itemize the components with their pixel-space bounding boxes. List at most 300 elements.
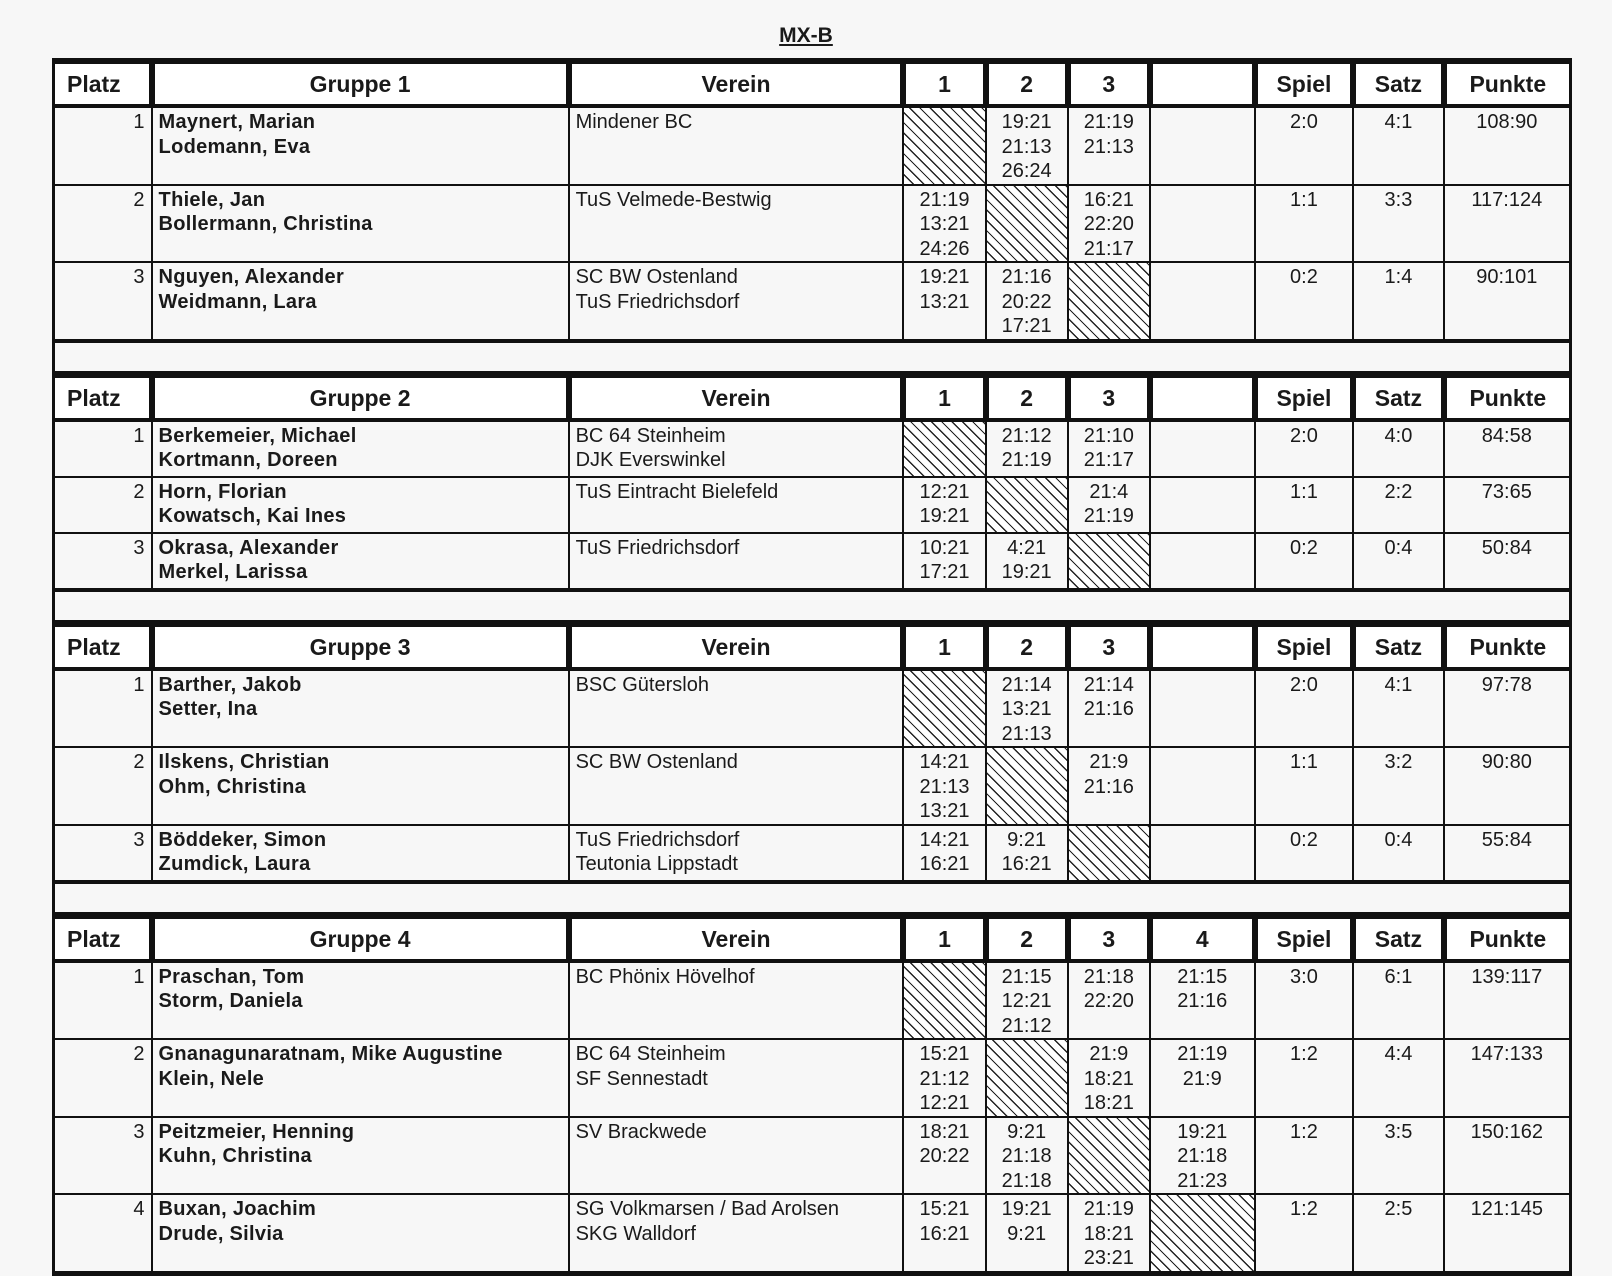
header-opponent-4: [1150, 625, 1255, 669]
set-score: 9:21: [1007, 1120, 1047, 1143]
header-satz: Satz: [1353, 63, 1443, 107]
set-score: 20:22: [1001, 290, 1052, 313]
punkte-cell: 108:90: [1444, 106, 1569, 185]
header-opponent-2: 2: [986, 376, 1068, 420]
match-score-cell: [903, 747, 985, 825]
match-score-cell: [986, 106, 1068, 185]
set-score: 24:26: [919, 237, 970, 260]
group-spacer: [55, 341, 1569, 375]
self-match-hatch: [903, 961, 985, 1040]
player-name: Böddeker, Simon: [158, 828, 327, 851]
club-name: TuS Friedrichsdorf: [575, 828, 740, 851]
punkte-cell: 84:58: [1444, 420, 1569, 477]
club-name: DJK Everswinkel: [575, 449, 726, 471]
club-cell: [569, 1039, 904, 1117]
punkte-cell: 150:162: [1444, 1117, 1569, 1195]
header-opponent-2: 2: [986, 63, 1068, 107]
header-spiel: Spiel: [1255, 63, 1354, 107]
satz-cell: 4:1: [1353, 669, 1443, 748]
set-score: 21:23: [1177, 1169, 1228, 1192]
set-score: 14:21: [919, 751, 970, 773]
club-name: TuS Eintracht Bielefeld: [575, 480, 779, 503]
set-score: 12:21: [919, 480, 970, 503]
set-score: 10:21: [919, 536, 970, 559]
player-names: [152, 1039, 569, 1117]
self-match-hatch: [986, 185, 1068, 263]
table-row: [55, 420, 1569, 477]
set-score: 21:18: [1001, 1169, 1052, 1192]
match-score-cell: [903, 262, 985, 340]
header-satz: Satz: [1353, 376, 1443, 420]
header-spiel: Spiel: [1255, 376, 1354, 420]
header-punkte: Punkte: [1444, 63, 1569, 107]
set-score: 21:9: [1089, 751, 1129, 773]
satz-cell: 0:4: [1353, 533, 1443, 589]
set-score: 21:13: [1083, 135, 1134, 158]
set-score: 21:12: [1001, 1014, 1052, 1037]
club-name: SC BW Ostenland: [575, 266, 738, 288]
player-names: [152, 747, 569, 825]
player-name: Kuhn, Christina: [158, 1145, 312, 1167]
header-opponent-3: 3: [1068, 63, 1150, 107]
set-score: 15:21: [919, 1198, 970, 1220]
player-name: Merkel, Larissa: [158, 561, 308, 583]
self-match-hatch: [1150, 1194, 1255, 1272]
set-score: 21:19: [1083, 505, 1134, 527]
match-score-cell: [1150, 825, 1255, 881]
match-score-cell: [1068, 185, 1150, 263]
club-name: BSC Gütersloh: [575, 673, 709, 696]
punkte-cell: 73:65: [1444, 477, 1569, 533]
self-match-hatch: [1068, 533, 1150, 589]
header-opponent-1: 1: [903, 63, 985, 107]
set-score: 21:16: [1083, 698, 1134, 720]
satz-cell: 4:1: [1353, 106, 1443, 185]
match-score-cell: [986, 262, 1068, 340]
match-score-cell: [903, 533, 985, 589]
self-match-hatch: [986, 477, 1068, 533]
player-name: Ohm, Christina: [158, 775, 307, 798]
set-score: 9:21: [1007, 1222, 1047, 1245]
club-cell: [569, 106, 904, 185]
satz-cell: 0:4: [1353, 825, 1443, 881]
group-title: Gruppe 4: [152, 917, 569, 961]
header-verein: Verein: [569, 625, 904, 669]
club-cell: [569, 1117, 904, 1195]
punkte-cell: 97:78: [1444, 669, 1569, 748]
player-name: Ilskens, Christian: [158, 751, 330, 773]
match-score-cell: [1150, 185, 1255, 263]
table-row: [55, 185, 1569, 263]
spiel-cell: 0:2: [1255, 825, 1354, 881]
spiel-cell: 2:0: [1255, 420, 1354, 477]
header-opponent-4: 4: [1150, 917, 1255, 961]
match-score-cell: [1150, 1117, 1255, 1195]
set-score: 19:21: [919, 266, 970, 288]
set-score: 15:21: [919, 1043, 970, 1065]
platz-cell: 3: [55, 1117, 152, 1195]
match-score-cell: [1068, 477, 1150, 533]
set-score: 21:17: [1083, 449, 1134, 471]
club-name: Teutonia Lippstadt: [575, 853, 738, 875]
set-score: 21:18: [1001, 1145, 1052, 1167]
platz-cell: 4: [55, 1194, 152, 1272]
match-score-cell: [986, 669, 1068, 748]
spiel-cell: 3:0: [1255, 961, 1354, 1040]
group-title: Gruppe 1: [152, 63, 569, 107]
club-cell: [569, 533, 904, 589]
set-score: 19:21: [1001, 561, 1052, 583]
header-platz: Platz: [55, 625, 152, 669]
player-names: [152, 1194, 569, 1272]
results-sheet: [52, 58, 1572, 1276]
spiel-cell: 0:2: [1255, 262, 1354, 340]
club-cell: [569, 262, 904, 340]
table-row: [55, 1117, 1569, 1195]
set-score: 18:21: [1083, 1067, 1134, 1090]
set-score: 16:21: [919, 1222, 970, 1245]
club-cell: [569, 825, 904, 881]
set-score: 21:13: [919, 775, 970, 798]
group-header-row: [55, 917, 1569, 961]
table-row: [55, 669, 1569, 748]
header-opponent-2: 2: [986, 917, 1068, 961]
club-cell: [569, 477, 904, 533]
set-score: 21:17: [1083, 237, 1134, 260]
player-names: [152, 961, 569, 1040]
self-match-hatch: [986, 747, 1068, 825]
set-score: 21:13: [1001, 722, 1052, 745]
match-score-cell: [1150, 533, 1255, 589]
group-title: Gruppe 2: [152, 376, 569, 420]
table-row: [55, 477, 1569, 533]
club-name: SG Volkmarsen / Bad Arolsen: [575, 1198, 840, 1220]
player-name: Setter, Ina: [158, 698, 258, 720]
self-match-hatch: [1068, 262, 1150, 340]
match-score-cell: [1150, 106, 1255, 185]
set-score: 17:21: [919, 561, 970, 583]
match-score-cell: [1150, 1039, 1255, 1117]
match-score-cell: [1068, 747, 1150, 825]
set-score: 19:21: [919, 505, 970, 527]
club-name: BC 64 Steinheim: [575, 1043, 726, 1065]
punkte-cell: 147:133: [1444, 1039, 1569, 1117]
platz-cell: 2: [55, 1039, 152, 1117]
set-score: 16:21: [1001, 853, 1052, 875]
set-score: 22:20: [1083, 990, 1134, 1012]
set-score: 17:21: [1001, 315, 1052, 337]
satz-cell: 1:4: [1353, 262, 1443, 340]
set-score: 26:24: [1001, 160, 1052, 182]
group-header-row: [55, 63, 1569, 107]
spiel-cell: 0:2: [1255, 533, 1354, 589]
match-score-cell: [903, 1194, 985, 1272]
satz-cell: 3:2: [1353, 747, 1443, 825]
set-score: 21:19: [1177, 1043, 1228, 1065]
player-names: [152, 1117, 569, 1195]
set-score: 16:21: [1083, 188, 1134, 211]
header-satz: Satz: [1353, 917, 1443, 961]
header-satz: Satz: [1353, 625, 1443, 669]
header-opponent-1: 1: [903, 376, 985, 420]
player-name: Storm, Daniela: [158, 990, 303, 1012]
set-score: 21:19: [1001, 449, 1052, 471]
player-name: Bollermann, Christina: [158, 213, 373, 235]
match-score-cell: [903, 1117, 985, 1195]
player-name: Peitzmeier, Henning: [158, 1120, 355, 1143]
set-score: 16:21: [919, 853, 970, 875]
match-score-cell: [903, 477, 985, 533]
set-score: 21:12: [1001, 424, 1052, 447]
table-row: [55, 961, 1569, 1040]
table-row: [55, 1039, 1569, 1117]
set-score: 21:16: [1083, 775, 1134, 798]
player-name: Praschan, Tom: [158, 965, 305, 988]
header-spiel: Spiel: [1255, 625, 1354, 669]
group-spacer: [55, 590, 1569, 624]
player-names: [152, 477, 569, 533]
group-title: Gruppe 3: [152, 625, 569, 669]
match-score-cell: [986, 825, 1068, 881]
group-header-row: [55, 376, 1569, 420]
club-name: SV Brackwede: [575, 1120, 707, 1143]
platz-cell: 1: [55, 420, 152, 477]
player-name: Drude, Silvia: [158, 1222, 284, 1245]
set-score: 21:9: [1182, 1067, 1222, 1090]
header-verein: Verein: [569, 63, 904, 107]
satz-cell: 3:3: [1353, 185, 1443, 263]
set-score: 4:21: [1007, 536, 1047, 559]
set-score: 19:21: [1177, 1120, 1228, 1143]
match-score-cell: [1068, 1194, 1150, 1272]
set-score: 21:12: [919, 1067, 970, 1090]
header-platz: Platz: [55, 917, 152, 961]
header-platz: Platz: [55, 63, 152, 107]
set-score: 12:21: [919, 1092, 970, 1114]
group-table: [55, 375, 1569, 590]
match-score-cell: [986, 533, 1068, 589]
player-names: [152, 106, 569, 185]
platz-cell: 3: [55, 262, 152, 340]
header-opponent-4: [1150, 376, 1255, 420]
match-score-cell: [1068, 669, 1150, 748]
spiel-cell: 1:1: [1255, 477, 1354, 533]
satz-cell: 2:2: [1353, 477, 1443, 533]
player-name: Okrasa, Alexander: [158, 536, 339, 559]
set-score: 21:10: [1083, 424, 1134, 447]
match-score-cell: [986, 1194, 1068, 1272]
header-punkte: Punkte: [1444, 625, 1569, 669]
player-name: Zumdick, Laura: [158, 853, 311, 875]
self-match-hatch: [903, 420, 985, 477]
set-score: 9:21: [1007, 828, 1047, 851]
set-score: 18:21: [1083, 1092, 1134, 1114]
player-names: [152, 533, 569, 589]
header-opponent-1: 1: [903, 917, 985, 961]
club-name: BC Phönix Hövelhof: [575, 965, 755, 988]
header-platz: Platz: [55, 376, 152, 420]
satz-cell: 2:5: [1353, 1194, 1443, 1272]
player-names: [152, 185, 569, 263]
club-name: TuS Velmede-Bestwig: [575, 188, 772, 211]
header-opponent-3: 3: [1068, 917, 1150, 961]
punkte-cell: 139:117: [1444, 961, 1569, 1040]
header-opponent-1: 1: [903, 625, 985, 669]
club-name: Mindener BC: [575, 111, 693, 133]
set-score: 18:21: [919, 1120, 970, 1143]
match-score-cell: [1150, 262, 1255, 340]
set-score: 21:16: [1177, 990, 1228, 1012]
satz-cell: 4:0: [1353, 420, 1443, 477]
match-score-cell: [1150, 420, 1255, 477]
spiel-cell: 1:2: [1255, 1117, 1354, 1195]
set-score: 19:21: [1001, 111, 1052, 133]
match-score-cell: [1068, 420, 1150, 477]
club-cell: [569, 961, 904, 1040]
set-score: 13:21: [919, 800, 970, 822]
set-score: 19:21: [1001, 1198, 1052, 1220]
punkte-cell: 90:101: [1444, 262, 1569, 340]
club-name: SKG Walldorf: [575, 1222, 696, 1245]
platz-cell: 2: [55, 747, 152, 825]
satz-cell: 6:1: [1353, 961, 1443, 1040]
spiel-cell: 1:1: [1255, 747, 1354, 825]
set-score: 14:21: [919, 828, 970, 851]
set-score: 13:21: [919, 213, 970, 235]
page-title: MX-B: [779, 24, 833, 47]
match-score-cell: [1068, 1039, 1150, 1117]
set-score: 21:16: [1001, 266, 1052, 288]
spiel-cell: 1:2: [1255, 1039, 1354, 1117]
group-header-row: [55, 625, 1569, 669]
punkte-cell: 55:84: [1444, 825, 1569, 881]
platz-cell: 1: [55, 961, 152, 1040]
set-score: 21:15: [1001, 965, 1052, 988]
player-name: Thiele, Jan: [158, 188, 266, 211]
set-score: 21:14: [1083, 673, 1134, 696]
header-punkte: Punkte: [1444, 917, 1569, 961]
player-name: Kortmann, Doreen: [158, 449, 338, 471]
self-match-hatch: [1068, 825, 1150, 881]
table-row: [55, 747, 1569, 825]
spiel-cell: 1:1: [1255, 185, 1354, 263]
platz-cell: 3: [55, 533, 152, 589]
match-score-cell: [1150, 477, 1255, 533]
platz-cell: 2: [55, 185, 152, 263]
player-name: Barther, Jakob: [158, 673, 302, 696]
player-name: Buxan, Joachim: [158, 1198, 317, 1220]
platz-cell: 1: [55, 106, 152, 185]
player-name: Kowatsch, Kai Ines: [158, 505, 347, 527]
punkte-cell: 50:84: [1444, 533, 1569, 589]
club-name: TuS Friedrichsdorf: [575, 290, 740, 313]
platz-cell: 1: [55, 669, 152, 748]
club-cell: [569, 420, 904, 477]
table-row: [55, 533, 1569, 589]
set-score: 22:20: [1083, 213, 1134, 235]
punkte-cell: 121:145: [1444, 1194, 1569, 1272]
club-name: SC BW Ostenland: [575, 751, 738, 773]
table-row: [55, 106, 1569, 185]
table-row: [55, 1194, 1569, 1272]
player-name: Lodemann, Eva: [158, 135, 311, 158]
match-score-cell: [1150, 669, 1255, 748]
set-score: 21:4: [1089, 480, 1129, 503]
set-score: 13:21: [1001, 698, 1052, 720]
match-score-cell: [1150, 747, 1255, 825]
satz-cell: 4:4: [1353, 1039, 1443, 1117]
player-name: Klein, Nele: [158, 1067, 265, 1090]
player-name: Berkemeier, Michael: [158, 424, 357, 447]
player-names: [152, 669, 569, 748]
match-score-cell: [903, 825, 985, 881]
group-table: [55, 916, 1569, 1273]
match-score-cell: [986, 420, 1068, 477]
spiel-cell: 2:0: [1255, 106, 1354, 185]
player-name: Nguyen, Alexander: [158, 266, 345, 288]
match-score-cell: [903, 1039, 985, 1117]
player-name: Weidmann, Lara: [158, 290, 317, 313]
match-score-cell: [1150, 961, 1255, 1040]
header-verein: Verein: [569, 917, 904, 961]
group-spacer: [55, 882, 1569, 916]
header-opponent-4: [1150, 63, 1255, 107]
set-score: 21:19: [1083, 111, 1134, 133]
set-score: 21:13: [1001, 135, 1052, 158]
header-spiel: Spiel: [1255, 917, 1354, 961]
platz-cell: 3: [55, 825, 152, 881]
platz-cell: 2: [55, 477, 152, 533]
satz-cell: 3:5: [1353, 1117, 1443, 1195]
header-verein: Verein: [569, 376, 904, 420]
match-score-cell: [986, 1117, 1068, 1195]
match-score-cell: [1068, 106, 1150, 185]
player-name: Horn, Florian: [158, 480, 287, 503]
header-punkte: Punkte: [1444, 376, 1569, 420]
group-table: [55, 624, 1569, 882]
player-name: Gnanagunaratnam, Mike Augustine: [158, 1043, 503, 1065]
self-match-hatch: [1068, 1117, 1150, 1195]
set-score: 21:15: [1177, 965, 1228, 988]
club-cell: [569, 669, 904, 748]
player-names: [152, 825, 569, 881]
set-score: 18:21: [1083, 1222, 1134, 1245]
club-cell: [569, 747, 904, 825]
club-name: SF Sennestadt: [575, 1067, 708, 1090]
set-score: 21:18: [1177, 1145, 1228, 1167]
header-opponent-2: 2: [986, 625, 1068, 669]
player-names: [152, 420, 569, 477]
match-score-cell: [1068, 961, 1150, 1040]
set-score: 21:19: [1083, 1198, 1134, 1220]
match-score-cell: [903, 185, 985, 263]
header-opponent-3: 3: [1068, 376, 1150, 420]
set-score: 21:19: [919, 188, 970, 211]
spiel-cell: 2:0: [1255, 669, 1354, 748]
punkte-cell: 90:80: [1444, 747, 1569, 825]
club-name: BC 64 Steinheim: [575, 424, 726, 447]
club-name: TuS Friedrichsdorf: [575, 536, 740, 559]
table-row: [55, 825, 1569, 881]
set-score: 21:14: [1001, 673, 1052, 696]
set-score: 21:9: [1089, 1043, 1129, 1065]
match-score-cell: [986, 961, 1068, 1040]
set-score: 12:21: [1001, 990, 1052, 1012]
header-opponent-3: 3: [1068, 625, 1150, 669]
player-name: Maynert, Marian: [158, 111, 316, 133]
punkte-cell: 117:124: [1444, 185, 1569, 263]
set-score: 20:22: [919, 1145, 970, 1167]
